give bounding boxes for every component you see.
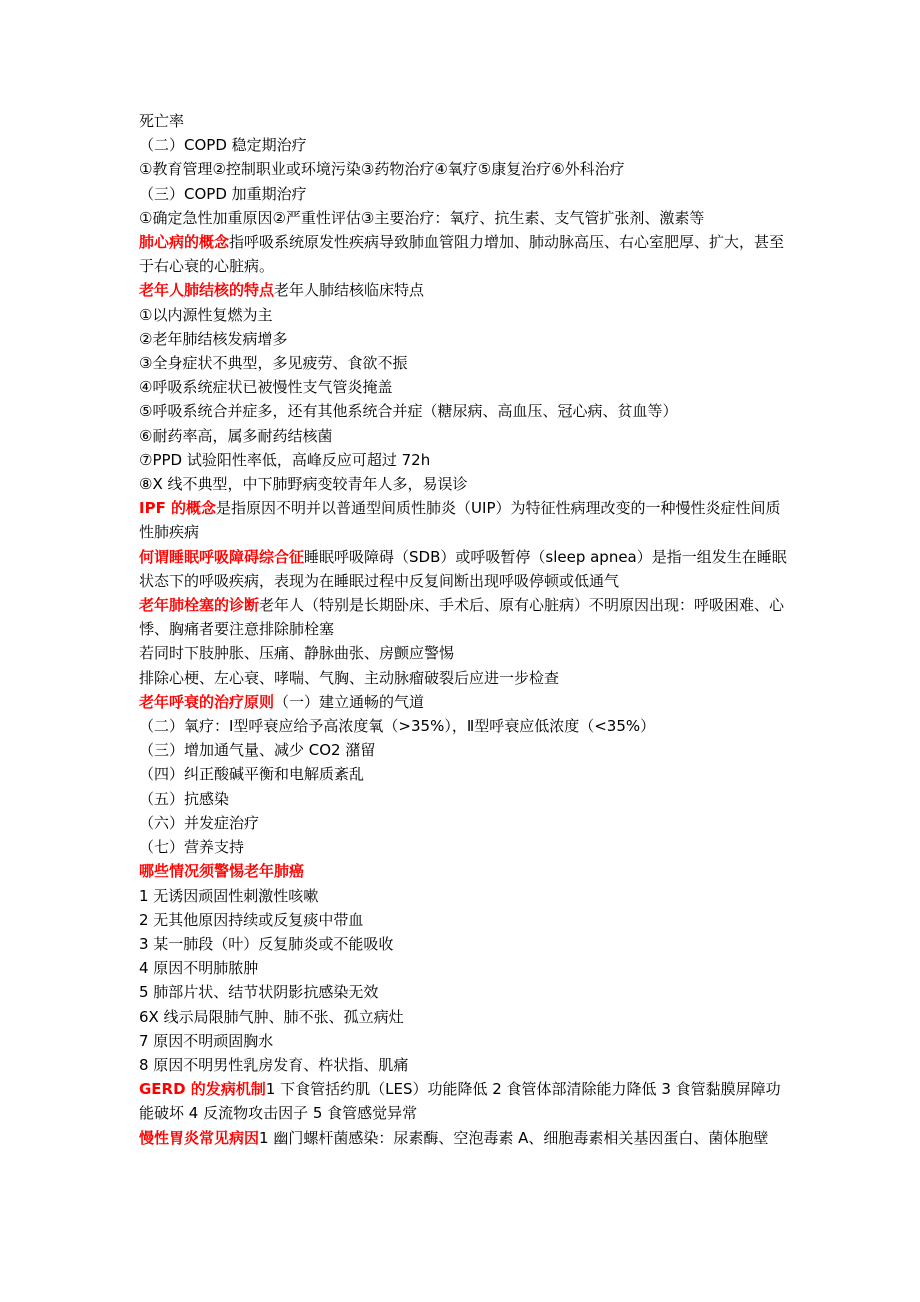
text-line (139, 787, 787, 811)
body-text: 7 原因不明顽固胸水 (139, 1031, 274, 1050)
text-line (139, 980, 787, 1004)
body-text: ②老年肺结核发病增多 (139, 329, 288, 348)
body-text: ①教育管理②控制职业或环境污染③药物治疗④氧疗⑤康复治疗⑥外科治疗 (139, 160, 625, 179)
body-text: （五）抗感染 (139, 789, 230, 808)
section-heading: 老年人肺结核的特点 (139, 281, 275, 300)
text-line (139, 762, 787, 786)
text-line (139, 303, 787, 327)
text-line (139, 738, 787, 762)
section-paragraph (139, 859, 787, 883)
section-heading: 老年呼衰的治疗原则 (139, 692, 275, 711)
body-text: 指呼吸系统原发性疾病导致肺血管阻力增加、肺动脉高压、右心室肥厚、扩大，甚至于右心衰的心脏病。 (139, 233, 785, 276)
body-text: 6X 线示局限肺气肿、肺不张、孤立病灶 (139, 1007, 404, 1026)
text-line (139, 157, 787, 181)
body-text: （六）并发症治疗 (139, 813, 260, 832)
text-line (139, 375, 787, 399)
body-text: ⑦PPD 试验阳性率低，高峰反应可超过 72h (139, 450, 431, 469)
body-text: （三）增加通气量、减少 CO2 潴留 (139, 741, 376, 760)
body-text: 老年人肺结核临床特点 (274, 281, 425, 300)
body-text: 3 某一肺段（叶）反复肺炎或不能吸收 (139, 934, 394, 953)
section-heading: 肺心病的概念 (139, 233, 230, 252)
section-paragraph (139, 230, 787, 278)
body-text: （一）建立通畅的气道 (274, 692, 425, 711)
section-heading: 哪些情况须警惕老年肺癌 (139, 862, 305, 881)
section-paragraph (139, 1126, 787, 1150)
text-line (139, 714, 787, 738)
text-line (139, 1005, 787, 1029)
document-body (139, 109, 787, 1150)
body-text: ⑤呼吸系统合并症多，还有其他系统合并症（糖尿病、高血压、冠心病、贫血等） (139, 402, 678, 421)
text-line (139, 206, 787, 230)
body-text: 排除心梗、左心衰、哮喘、气胸、主动脉瘤破裂后应进一步检查 (139, 668, 560, 687)
text-line (139, 133, 787, 157)
text-line (139, 908, 787, 932)
body-text: （二）COPD 稳定期治疗 (139, 136, 307, 155)
text-line (139, 448, 787, 472)
body-text: 1 下食管括约肌（LES）功能降低 2 食管体部清除能力降低 3 食管黏膜屏障功能破坏 4 反流物攻击因子 5 食管感觉异常 (139, 1080, 781, 1123)
body-text: （三）COPD 加重期治疗 (139, 184, 307, 203)
text-line (139, 1029, 787, 1053)
text-line (139, 424, 787, 448)
section-paragraph (139, 1077, 787, 1125)
text-line (139, 327, 787, 351)
body-text: ④呼吸系统症状已被慢性支气管炎掩盖 (139, 378, 393, 397)
text-line (139, 351, 787, 375)
text-line (139, 884, 787, 908)
text-line (139, 811, 787, 835)
body-text: 5 肺部片状、结节状阴影抗感染无效 (139, 983, 379, 1002)
text-line (139, 109, 787, 133)
body-text: ①以内源性复燃为主 (139, 305, 273, 324)
section-heading: 何谓睡眠呼吸障碍综合征 (139, 547, 305, 566)
body-text: （七）营养支持 (139, 838, 245, 857)
text-line (139, 956, 787, 980)
section-heading: 慢性胃炎常见病因 (139, 1128, 260, 1147)
body-text: （二）氧疗：Ⅰ型呼衰应给予高浓度氧（>35%），Ⅱ型呼衰应低浓度（<35%） (139, 717, 656, 736)
body-text: （四）纠正酸碱平衡和电解质紊乱 (139, 765, 365, 784)
text-line (139, 666, 787, 690)
body-text: 1 无诱因顽固性刺激性咳嗽 (139, 886, 319, 905)
body-text: ③全身症状不典型，多见疲劳、食欲不振 (139, 354, 408, 373)
body-text: 若同时下肢肿胀、压痛、静脉曲张、房颤应警惕 (139, 644, 455, 663)
text-line (139, 182, 787, 206)
section-heading: GERD 的发病机制 (139, 1080, 266, 1099)
body-text: 8 原因不明男性乳房发育、杵状指、肌痛 (139, 1055, 409, 1074)
text-line (139, 1053, 787, 1077)
text-line (139, 641, 787, 665)
text-line (139, 835, 787, 859)
section-paragraph (139, 690, 787, 714)
body-text: 睡眠呼吸障碍（SDB）或呼吸暂停（sleep apnea）是指一组发生在睡眠状态下的呼吸疾病，表现为在睡眠过程中反复间断出现呼吸停顿或低通气 (139, 547, 787, 590)
text-line (139, 932, 787, 956)
body-text: ①确定急性加重原因②严重性评估③主要治疗：氧疗、抗生素、支气管扩张剂、激素等 (139, 208, 705, 227)
body-text: 2 无其他原因持续或反复痰中带血 (139, 910, 364, 929)
body-text: 是指原因不明并以普通型间质性肺炎（UIP）为特征性病理改变的一种慢性炎症性间质性肺疾病 (139, 499, 781, 542)
body-text: 1 幽门螺杆菌感染：尿素酶、空泡毒素 A、细胞毒素相关基因蛋白、菌体胞壁 (259, 1128, 769, 1147)
body-text: 4 原因不明肺脓肿 (139, 959, 259, 978)
section-paragraph (139, 496, 787, 544)
body-text: 死亡率 (139, 112, 185, 130)
section-paragraph (139, 545, 787, 593)
section-paragraph (139, 278, 787, 302)
body-text: ⑥耐药率高，属多耐药结核菌 (139, 426, 333, 445)
text-line (139, 472, 787, 496)
body-text: ⑧X 线不典型，中下肺野病变较青年人多，易误诊 (139, 475, 468, 494)
text-line (139, 399, 787, 423)
section-heading: 老年肺栓塞的诊断 (139, 596, 260, 615)
body-text: 老年人（特别是长期卧床、手术后、原有心脏病）不明原因出现：呼吸困难、心悸、胸痛者要注意排除肺栓塞 (139, 596, 785, 639)
section-heading: IPF 的概念 (139, 499, 217, 518)
section-paragraph (139, 593, 787, 641)
